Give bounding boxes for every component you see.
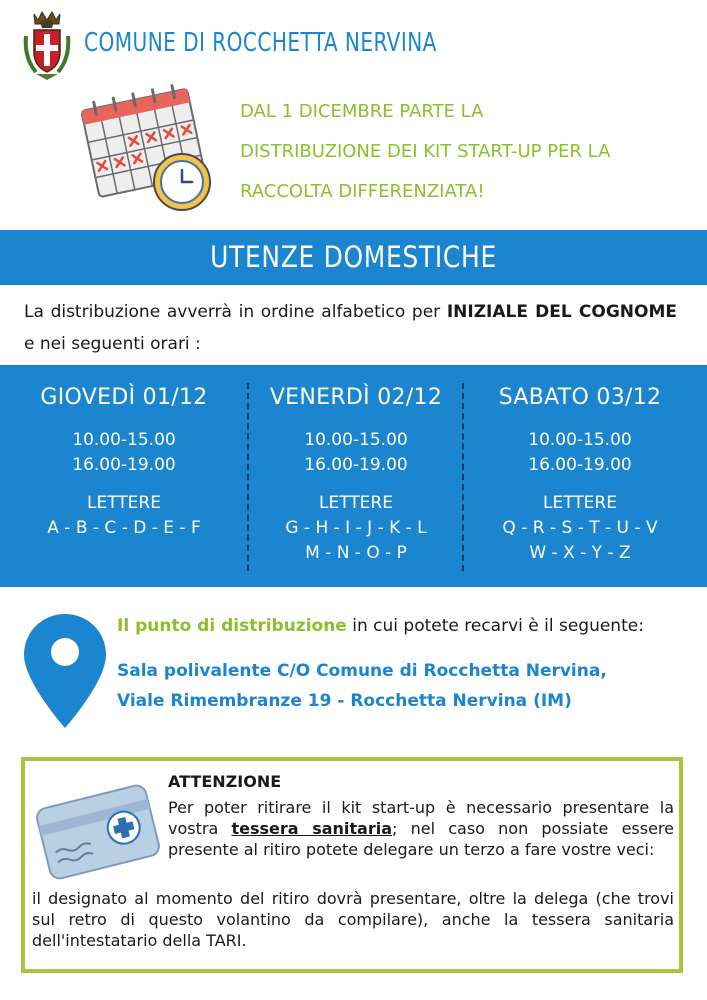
address-line: Sala polivalente C/O Comune di Rocchetta Nervina, (117, 661, 607, 681)
hours-slot: 10.00-15.00 (72, 430, 176, 450)
day-name: SABATO 03/12 (498, 385, 662, 410)
distribution-point-text: in cui potete recarvi è il seguente: (346, 616, 644, 636)
letters-label: LETTERE (543, 493, 617, 513)
headline-line: DAL 1 DICEMBRE PARTE LA (240, 101, 484, 122)
address-line: Viale Rimembranze 19 - Rocchetta Nervina (IM) (117, 691, 572, 711)
headline-line: RACCOLTA DIFFERENZIATA! (240, 181, 485, 202)
headline-line: DISTRIBUZIONE DEI KIT START-UP PER LA (240, 141, 611, 162)
intro-text-end: e nei seguenti orari : (24, 334, 201, 354)
letters-label: LETTERE (319, 493, 393, 513)
hours-slot: 16.00-19.00 (528, 455, 632, 475)
map-pin-icon (22, 612, 108, 730)
schedule-day-friday (250, 365, 462, 587)
health-card-icon (34, 782, 162, 882)
letters-range: A - B - C - D - E - F (47, 518, 201, 538)
intro-bold: INIZIALE DEL COGNOME (446, 302, 677, 322)
hours-slot: 16.00-19.00 (304, 455, 408, 475)
notice-title: ATTENZIONE (168, 772, 282, 791)
letters-label: LETTERE (87, 493, 161, 513)
letters-range: G - H - I - J - K - L (285, 518, 427, 538)
schedule-day-thursday (0, 365, 248, 587)
section-title: UTENZE DOMESTICHE (210, 240, 497, 274)
hours-slot: 10.00-15.00 (528, 430, 632, 450)
letters-range: W - X - Y - Z (529, 543, 631, 563)
address (117, 656, 607, 716)
notice-text-part: ; nel caso non possiate essere presente al ritiro potete delegare un terzo a fare vostre veci: (168, 819, 675, 859)
notice-underlined: tessera sanitaria (231, 819, 393, 838)
distribution-point-highlight: Il punto di distribuzione (117, 616, 347, 636)
schedule-day-saturday (464, 365, 696, 587)
municipality-title: COMUNE DI ROCCHETTA NERVINA (84, 28, 437, 58)
intro-paragraph (24, 296, 677, 360)
intro-text: La distribuzione avverrà in ordine alfabetico per (24, 302, 447, 322)
hours-slot: 16.00-19.00 (72, 455, 176, 475)
letters-range: M - N - O - P (305, 543, 407, 563)
column-divider (247, 383, 249, 571)
notice-text-secondary: il designato al momento del ritiro dovrà presentare, oltre la delega (che trovi sul retro di questo volantino da compilare), anche la tessera sanitaria dell'intestatario della TARI. (32, 889, 674, 950)
calendar-clock-icon (78, 76, 218, 216)
letters-range: Q - R - S - T - U - V (502, 518, 658, 538)
day-name: VENERDÌ 02/12 (269, 385, 443, 410)
day-name: GIOVEDÌ 01/12 (40, 385, 208, 410)
headline (240, 92, 680, 212)
notice-text-part: Per poter ritirare il kit start-up è necessario presentare la vostra (168, 798, 674, 838)
hours-slot: 10.00-15.00 (304, 430, 408, 450)
distribution-point-label (117, 616, 644, 636)
notice-text (168, 797, 674, 860)
municipal-crest-icon (22, 8, 72, 84)
